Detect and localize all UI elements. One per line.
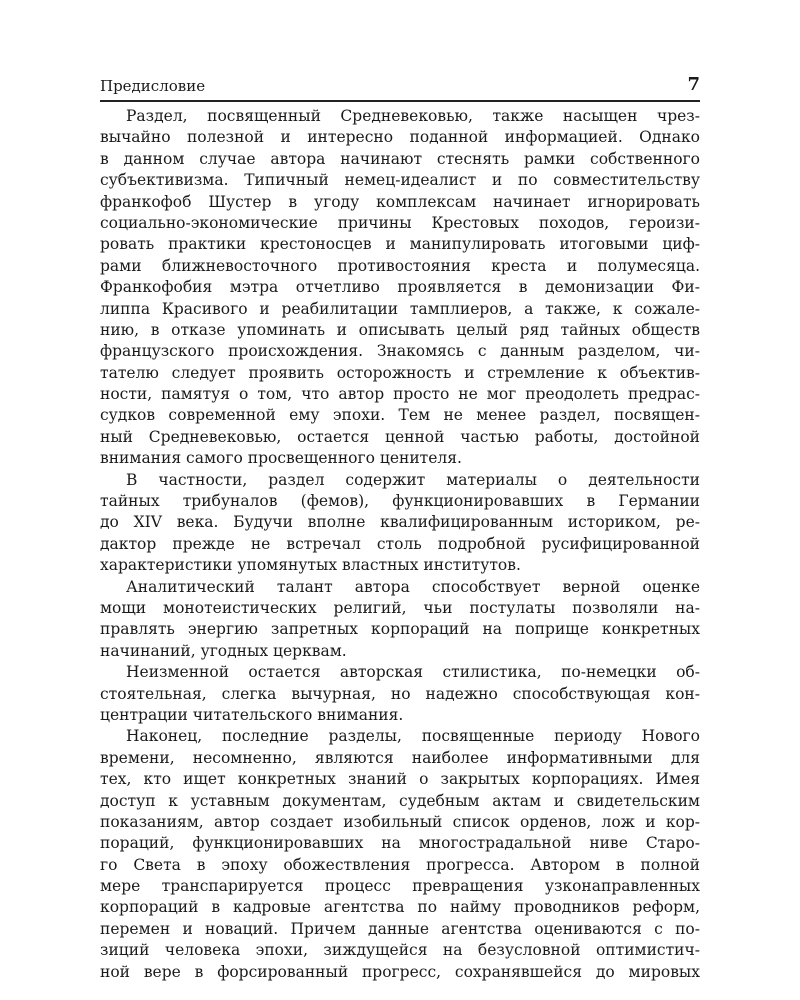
running-header (100, 74, 700, 102)
text-line: Наконец, последние разделы, посвященные периоду Нового (126, 727, 700, 746)
text-line: перемен и новаций. Причем данные агентства оцениваются с по- (100, 919, 700, 938)
text-line: ности, памятуя о том, что автор просто не мог преодолеть предрас- (100, 385, 700, 404)
paragraph (100, 470, 700, 577)
text-line: зиций человека эпохи, зиждущейся на безусловной оптимистич- (100, 941, 700, 960)
text-line: характеристики упомянутых властных институтов. (100, 556, 521, 575)
page-number: 7 (687, 74, 700, 95)
text-line: ной вере в форсированный прогресс, сохранявшейся до мировых (100, 962, 700, 981)
body-text (100, 106, 700, 983)
text-line: нию, в отказе упоминать и описывать целый ряд тайных обществ (100, 320, 700, 339)
text-line: пораций, функционировавших на многострадальной ниве Старо- (100, 834, 700, 853)
paragraph (100, 106, 700, 470)
text-line: начинаний, угодных церквам. (100, 641, 347, 660)
text-line: доступ к уставным документам, судебным актам и свидетельским (100, 791, 700, 810)
text-line: тайных трибуналов (фемов), функционировавших в Германии (100, 492, 700, 511)
paragraph (100, 662, 700, 726)
text-line: тех, кто ищет конкретных знаний о закрытых корпорациях. Имея (100, 770, 700, 789)
text-line: мере транспарируется процесс превращения узконаправленных (100, 877, 700, 896)
text-line: Аналитический талант автора способствует верной оценке (126, 577, 700, 596)
text-line: дактор прежде не встречал столь подробной русифицированной (100, 534, 700, 553)
running-title: Предисловие (100, 77, 206, 95)
text-line: правлять энергию запретных корпораций на поприще конкретных (100, 620, 700, 639)
text-line: го Света в эпоху обожествления прогресса. Автором в полной (100, 855, 700, 874)
text-line: центрации читательского внимания. (100, 705, 404, 724)
text-line: французского происхождения. Знакомясь с данным разделом, чи- (100, 342, 700, 361)
text-line: ный Средневековью, остается ценной частью работы, достойной (100, 427, 700, 446)
text-line: корпораций в кадровые агентства по найму проводников реформ, (100, 898, 700, 917)
text-line: стоятельная, слегка вычурная, но надежно способствующая кон- (100, 684, 700, 703)
text-line: до XIV века. Будучи вполне квалифицированным историком, ре- (100, 513, 700, 532)
text-line: мощи монотеистических религий, чьи постулаты позволяли на- (100, 598, 700, 617)
text-line: ровать практики крестоносцев и манипулировать итоговыми циф- (100, 235, 700, 254)
text-line: времени, несомненно, являются наиболее информативными для (100, 748, 700, 767)
paragraph (100, 577, 700, 663)
text-line: Франкофобия мэтра отчетливо проявляется в демонизации Фи- (100, 278, 700, 297)
text-line: субъективизма. Типичный немец-идеалист и по совместительству (100, 171, 700, 190)
text-line: франкофоб Шустер в угоду комплексам начинает игнорировать (100, 192, 700, 211)
text-line: рами ближневосточного противостояния креста и полумесяца. (100, 256, 700, 275)
text-line: тателю следует проявить осторожность и стремление к объектив- (100, 363, 700, 382)
text-line: вычайно полезной и интересно поданной информацией. Однако (100, 128, 700, 147)
text-line: показаниям, автор создает изобильный список орденов, лож и кор- (100, 812, 700, 831)
text-line: в данном случае автора начинают стеснять рамки собственного (100, 149, 700, 168)
text-line: Неизменной остается авторская стилистика, по-немецки об- (126, 663, 700, 682)
text-line: В частности, раздел содержит материалы о деятельности (126, 470, 700, 489)
text-line: Раздел, посвященный Средневековью, также насыщен чрез- (126, 107, 700, 125)
text-line: судков современной ему эпохи. Тем не менее раздел, посвящен- (100, 406, 700, 425)
text-line: внимания самого просвещенного ценителя. (100, 449, 462, 468)
paragraph (100, 726, 700, 983)
text-line: социально-экономические причины Крестовых походов, героизи- (100, 213, 700, 232)
text-line: липпа Красивого и реабилитации тамплиеров, а также, к сожале- (100, 299, 700, 318)
